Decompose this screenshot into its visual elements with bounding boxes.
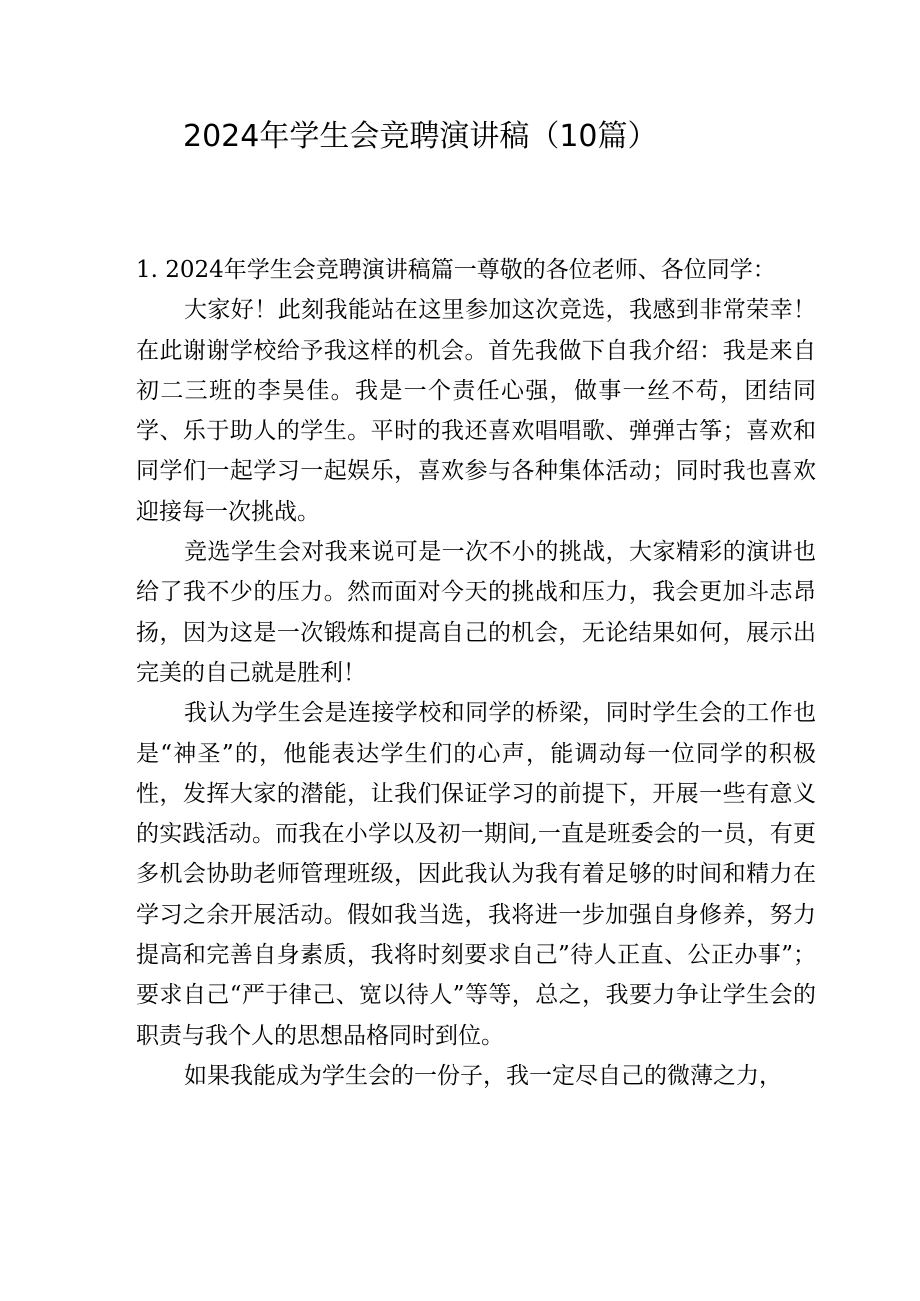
paragraph-challenge: 竞选学生会对我来说可是一次不小的挑战，大家精彩的演讲也给了我不少的压力。然而面对今天的挑战和压力，我会更加斗志昂扬，因为这是一次锻炼和提高自己的机会，无论结果如何，展示出完美的自己就是胜利！ — [136, 539, 816, 686]
paragraph-commitment: 如果我能成为学生会的一份子，我一定尽自己的微薄之力， — [184, 1062, 782, 1089]
paragraph-greeting: 大家好！此刻我能站在这里参加这次竞选，我感到非常荣幸！在此谢谢学校给予我这样的机会。首先我做下自我介绍：我是来自初二三班的李昊佳。我是一个责任心强，做事一丝不苟，团结同学、乐于助人的学生。平时的我还喜欢唱唱歌、弹弹古筝；喜欢和同学们一起学习一起娱乐，喜欢参与各种集体活动；同时我也喜欢迎接每一次挑战。 — [136, 297, 816, 525]
document-title: 2024年学生会竞聘演讲稿（10篇） — [183, 119, 658, 154]
document-body — [136, 250, 816, 1096]
paragraph-role: 我认为学生会是连接学校和同学的桥梁，同时学生会的工作也是“神圣”的，他能表达学生们的心声，能调动每一位同学的积极性，发挥大家的潜能，让我们保证学习的前提下，开展一些有意义的实践活动。而我在小学以及初一期间,一直是班委会的一员，有更多机会协助老师管理班级，因此我认为我有着足够的时间和精力在学习之余开展活动。假如我当选，我将进一步加强自身修养，努力提高和完善自身素质，我将时刻要求自己”待人正直、公正办事”；要求自己“严于律己、宽以待人”等等，总之，我要力争让学生会的职责与我个人的思想品格同时到位。 — [136, 700, 816, 1049]
section-heading: 1. 2024年学生会竞聘演讲稿篇一尊敬的各位老师、各位同学： — [136, 257, 776, 283]
